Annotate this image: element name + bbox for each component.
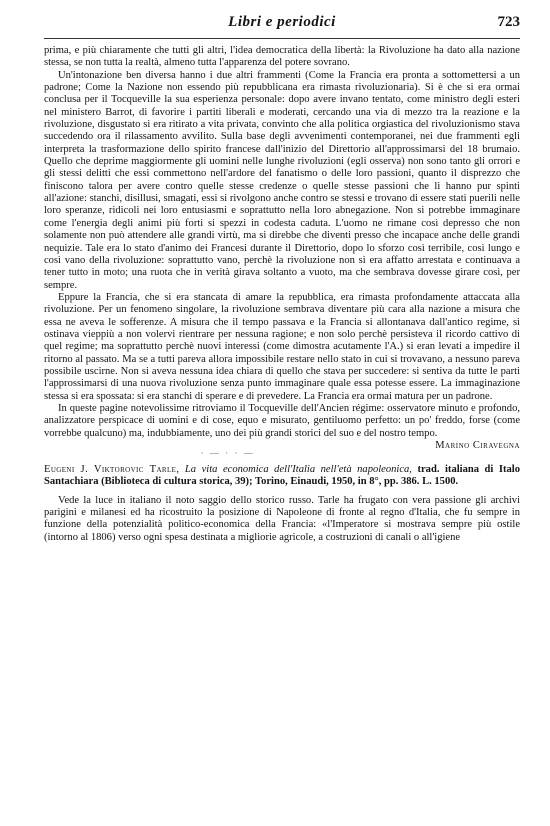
review-heading [44,464,520,489]
review-body: Vede la luce in italiano il noto saggio dello storico russo. Tarle ha frugato con vera passione gli archivi parigini e milanesi ed ha ricostruito la posizione di Napoleone di fronte al regno d'Italia, che fu sempre in funzione della potenzialità politico-economica della Francia: «l'Imperatore si mostrava sempre più ostile (intorno al 1806) verso ogni spesa destinata a migliorie agricole, a costruzioni di canali o all'igiene [44,494,520,543]
article-paragraph-4-text: In queste pagine notevolissime ritroviamo il Tocqueville dell'Ancien régime: osservatore minuto e profondo, analizzatore perspicace di uomini e di cose, equo e misurato, gentiluomo perfetto: un po' freddo, forse (come vorrebbe qualcuno) ma, indubbiamente, uno dei più grandi storici del suo e del nostro tempo. [44,402,520,439]
review-book-title: La vita economica dell'Italia nell'età napoleonica, [184,464,412,475]
article-paragraph-1: prima, e più chiaramente che tutti gli altri, l'idea democratica della libertà: la Rivoluzione ha dato alla nazione stessa, se non tutta la realtà, almeno tutta l'apparenza del potere sovrano. [44,45,520,69]
review-publication-info: trad. italiana di Italo Santachiara (Biblioteca di cultura storica, 39); Torino, Einaudi, 1950, in 8°, pp. 386. L. 1500. [44,464,520,488]
author-signature: Marino Ciravegna [435,440,520,451]
page [44,14,520,544]
review-author: Eugeni J. Viktorovic Tarle, [44,464,180,475]
section-divider: · — · · — [200,448,255,458]
article-paragraph-4 [44,402,520,451]
page-number: 723 [497,14,520,30]
article-paragraph-2: Un'intonazione ben diversa hanno i due altri frammenti (Come la Francia era pronta a sottomettersi a un padrone; Come la Nazione non essendo più repubblicana era rimasta rivoluzionaria). Si è che si era ormai conclusa per il Tocqueville la sua esperienza personale: dopo avere invano tentato, come ministro degli esteri nel ministero Barrot, di favorire i partiti liberali e moderati, cercando una via di mezzo tra la reazione e la rivoluzione, disgustato si era ritirato a vita privata, convinto che alla politica orgiastica del rivoluzionismo stava succedendo ora il rilassamento avvilito. Sulla base degli avvenimenti contemporanei, nei due frammenti egli interpreta la trasformazione dello spirito francese dall'inizio del Direttorio all'approssimarsi del 18 brumaio. Quello che deprime maggiormente gli uomini nelle lunghe rivoluzioni (egli osserva) non sono tanto gli orrori e gli stessi delitti che essi commettono nell'ardore del fanatismo o delle loro passioni, quanto il disprezzo che finiscono talora per avere contro quelle stesse credenze o quelle stesse passioni che li hanno pur spinti all'azione: stanchi, disillusi, smagati, essi si rivolgono anche contro se stessi e trovano di essere stati puerili nelle loro speranze, ridicoli nei loro entusiasmi e soprattutto nella loro abnegazione. Non si potrebbe immaginare come l'energia degli animi più forti si spezzi in codesta caduta. L'uomo ne rimane così depresso che non solamente non può attendere alle grandi virtù, ma si direbbe che diventi presso che incapace anche delle grandi nequizie. Tale era lo stato d'animo dei Francesi durante il Direttorio, dopo lo sforzo così terribile, così lungo e così vano della rivoluzione: soprattutto vano, perchè la rivoluzione non si era affatto arrestata e continuava a tener tutto in moto; una ruota che in verità girava soltanto a vuoto, ma che sembrava dovesse girare così, per sempre. [44,69,520,291]
header-rule [44,38,520,39]
article-paragraph-3: Eppure la Francia, che si era stancata di amare la repubblica, era rimasta profondamente attaccata alla rivoluzione. Per un fenomeno singolare, la rivoluzione sembrava diventare più cara alla nazione a misura che essa ne aveva le sofferenze. A misura che il tempo passava e la Francia si allontanava dall'antico regime, si ostinava vieppiù a non volervi rientrare per nessuna ragione; e non solo perchè persisteva il ricordo cattivo di quel regime; ma soprattutto perchè nuovi interessi (come dimostra acutamente l'A.) si eran levati a impedire il ritorno al passato. Ma se a tutti pareva allora impossibile restare nello stato in cui si trovavano, a nessuno pareva possibile uscirne. Non si aveva nessuna idea chiara di quello che stava per succedere: si sentiva da tutte le parti l'approssimarsi di una nuova rivoluzione senza punto immaginare quale essa potesse essere. La immaginazione stessa si era spossata: si era stanchi di sperare e di prevedere. La Francia era ormai matura per un padrone. [44,291,520,402]
page-header [44,14,520,36]
running-title: Libri e periodici [228,14,336,30]
